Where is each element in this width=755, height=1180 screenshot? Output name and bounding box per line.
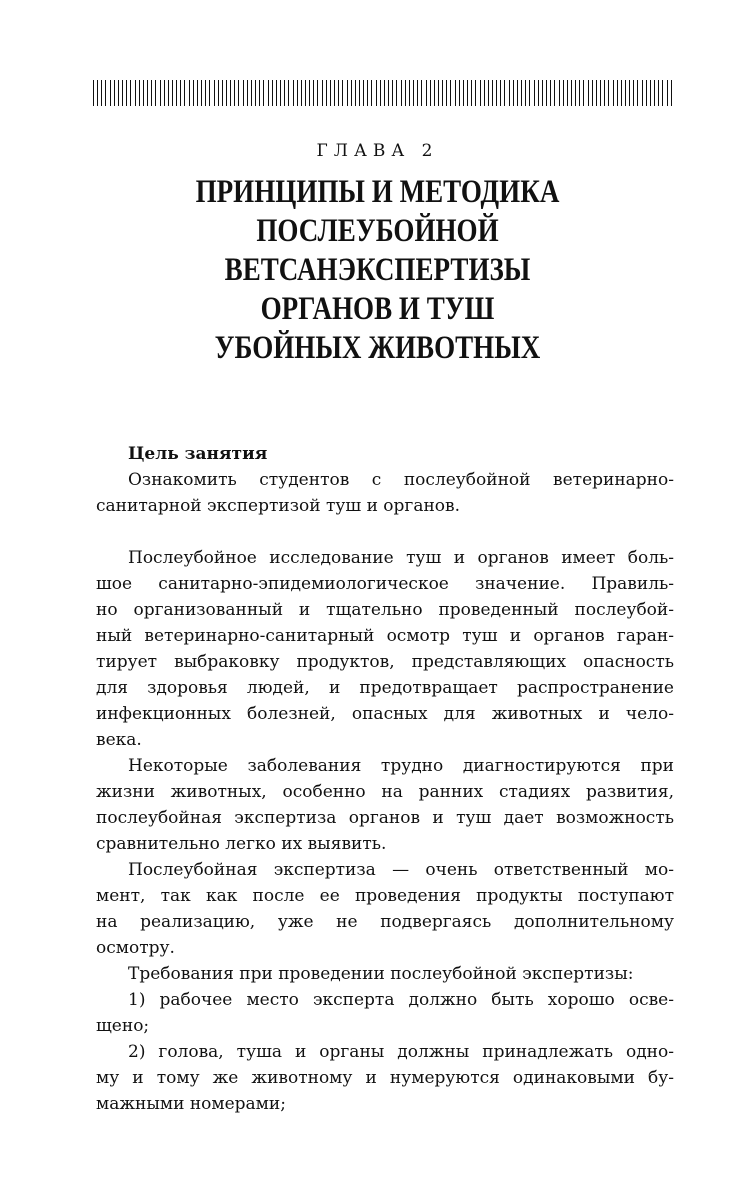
paragraph-line: Некоторые заболевания трудно диагностируются при <box>128 756 674 776</box>
goal-line: Ознакомить студентов с послеубойной ветеринарно- <box>128 470 674 490</box>
paragraph-line: Послеубойное исследование туш и органов имеет боль- <box>128 548 674 568</box>
chapter-title <box>68 173 687 368</box>
goal-line: санитарной экспертизой туш и органов. <box>96 496 461 516</box>
paragraph-line: мент, так как после ее проведения продукты поступают <box>96 886 674 906</box>
title-line: ОРГАНОВ И ТУШ <box>260 291 495 327</box>
chapter-label: ГЛАВА 2 <box>316 141 439 161</box>
paragraph-line: шое санитарно-эпидемиологическое значение. Правиль- <box>96 574 674 594</box>
paragraph-line: инфекционных болезней, опасных для животных и чело- <box>96 704 674 724</box>
paragraph-line: 2) голова, туша и органы должны принадлежать одно- <box>128 1042 674 1062</box>
title-line: ПОСЛЕУБОЙНОЙ <box>256 213 499 249</box>
paragraph-line: щено; <box>96 1016 150 1036</box>
paragraph-line: 1) рабочее место эксперта должно быть хорошо осве- <box>128 990 674 1010</box>
paragraph-line: сравнительно легко их выявить. <box>96 834 387 854</box>
body-text <box>96 441 674 1117</box>
title-line: ВЕТСАНЭКСПЕРТИЗЫ <box>224 252 531 288</box>
paragraph-line: но организованный и тщательно проведенный послеубой- <box>96 600 674 620</box>
paragraph-line: мажными номерами; <box>96 1094 286 1114</box>
paragraph-line: ный ветеринарно-санитарный осмотр туш и органов гаран- <box>96 626 674 646</box>
paragraph-line: Требования при проведении послеубойной экспертизы: <box>128 964 634 984</box>
paragraph-line: послеубойная экспертиза органов и туш дает возможность <box>96 808 674 828</box>
title-line: ПРИНЦИПЫ И МЕТОДИКА <box>195 174 560 210</box>
paragraph-line: Послеубойная экспертиза — очень ответственный мо- <box>128 860 674 880</box>
paragraph-line: жизни животных, особенно на ранних стадиях развития, <box>96 782 674 802</box>
paragraph-line: му и тому же животному и нумеруются одинаковыми бу- <box>96 1068 674 1088</box>
title-line: УБОЙНЫХ ЖИВОТНЫХ <box>214 330 541 366</box>
paragraph-line: тирует выбраковку продуктов, представляющих опасность <box>96 652 674 672</box>
paragraph-line: для здоровья людей, и предотвращает распространение <box>96 678 674 698</box>
decorative-rule <box>93 80 673 106</box>
paragraph-line: на реализацию, уже не подвергаясь дополнительному <box>96 912 674 932</box>
paragraphs <box>96 545 674 1117</box>
paragraph-line: осмотру. <box>96 938 175 958</box>
paragraph-line: века. <box>96 730 142 750</box>
goal-heading: Цель занятия <box>128 444 268 464</box>
